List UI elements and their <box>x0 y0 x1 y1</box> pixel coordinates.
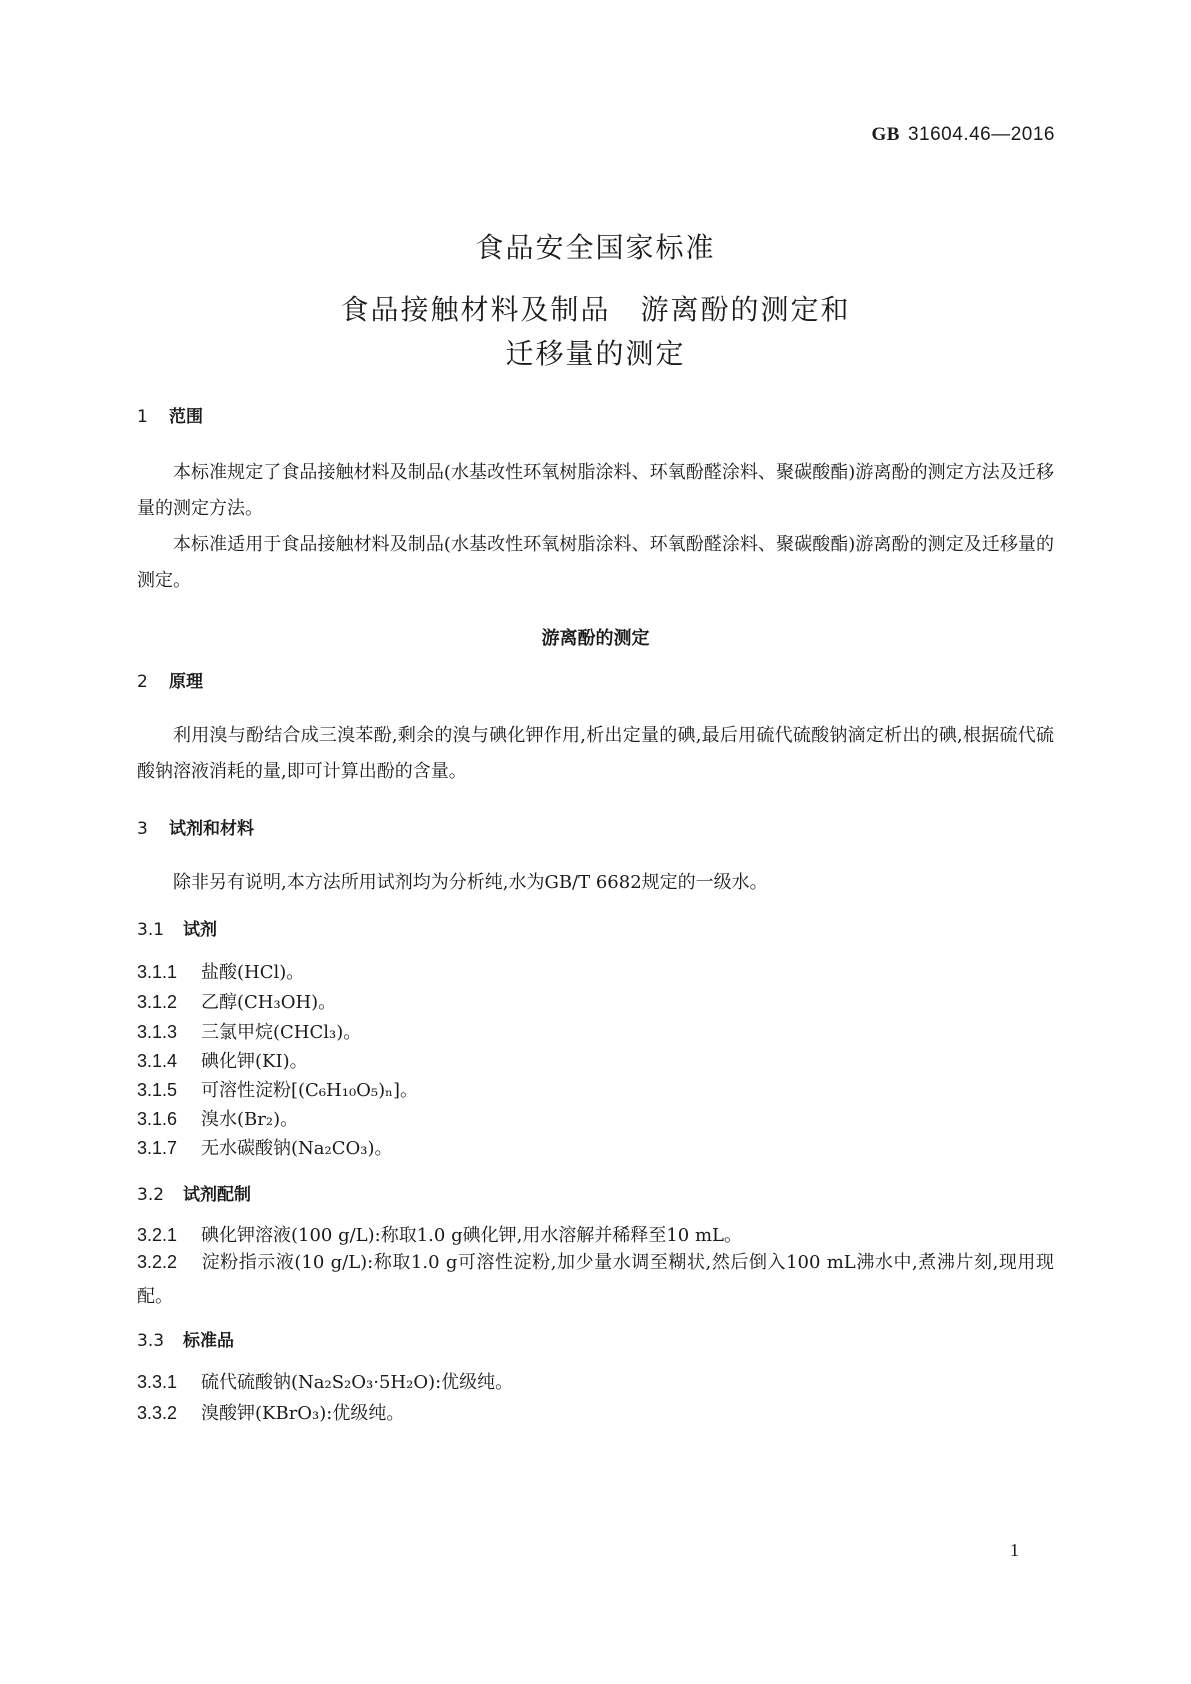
document-title-line3: 迁移量的测定 <box>505 337 686 370</box>
section-2-heading: 2 原理 <box>137 672 203 692</box>
part-heading: 游离酚的测定 <box>541 628 650 649</box>
section-3-heading: 3 试剂和材料 <box>137 819 254 839</box>
list-item: 3.1.7 无水碳酸钠(Na₂CO₃)。 <box>137 1138 393 1159</box>
section-3-2-heading: 3.2 试剂配制 <box>137 1185 251 1205</box>
section-1-paragraph-2: 本标准适用于食品接触材料及制品(水基改性环氧树脂涂料、环氧酚醛涂料、聚碳酸酯)游离酚的测定及迁移量的测定。 <box>137 534 1054 591</box>
section-1-paragraph-1: 本标准规定了食品接触材料及制品(水基改性环氧树脂涂料、环氧酚醛涂料、聚碳酸酯)游离酚的测定方法及迁移量的测定方法。 <box>137 462 1054 519</box>
list-item: 3.2.2 淀粉指示液(10 g/L):称取1.0 g可溶性淀粉,加少量水调至糊状,然后倒入100 mL沸水中,煮沸片刻,现用现配。 <box>137 1252 1054 1307</box>
list-item: 3.1.2 乙醇(CH₃OH)。 <box>137 992 337 1013</box>
list-item: 3.1.5 可溶性淀粉[(C₆H₁₀O₅)ₙ]。 <box>137 1080 418 1101</box>
section-1-heading: 1 范围 <box>137 407 203 427</box>
section-3-1-heading: 3.1 试剂 <box>137 920 217 940</box>
document-title-line1: 食品安全国家标准 <box>475 231 716 264</box>
section-3-3-heading: 3.3 标准品 <box>137 1331 234 1351</box>
list-item: 3.2.1 碘化钾溶液(100 g/L):称取1.0 g碘化钾,用水溶解并稀释至10 mL。 <box>137 1225 742 1246</box>
standard-prefix: GB <box>871 124 900 145</box>
standard-number: 31604.46—2016 <box>907 124 1055 145</box>
section-3-paragraph: 除非另有说明,本方法所用试剂均为分析纯,水为GB/T 6682规定的一级水。 <box>173 872 768 893</box>
list-item: 3.1.4 碘化钾(KI)。 <box>137 1051 308 1072</box>
list-item: 3.1.3 三氯甲烷(CHCl₃)。 <box>137 1022 362 1043</box>
document-title-line2: 食品接触材料及制品 游离酚的测定和 <box>340 293 851 326</box>
list-item: 3.1.1 盐酸(HCl)。 <box>137 962 305 983</box>
page-number: 1 <box>1010 1540 1019 1560</box>
list-item: 3.1.6 溴水(Br₂)。 <box>137 1109 299 1130</box>
section-2-paragraph: 利用溴与酚结合成三溴苯酚,剩余的溴与碘化钾作用,析出定量的碘,最后用硫代硫酸钠滴定析出的碘,根据硫代硫酸钠溶液消耗的量,即可计算出酚的含量。 <box>137 725 1054 782</box>
standard-code <box>872 124 1055 146</box>
list-item: 3.3.1 硫代硫酸钠(Na₂S₂O₃·5H₂O):优级纯。 <box>137 1372 514 1393</box>
list-item: 3.3.2 溴酸钾(KBrO₃):优级纯。 <box>137 1403 405 1424</box>
